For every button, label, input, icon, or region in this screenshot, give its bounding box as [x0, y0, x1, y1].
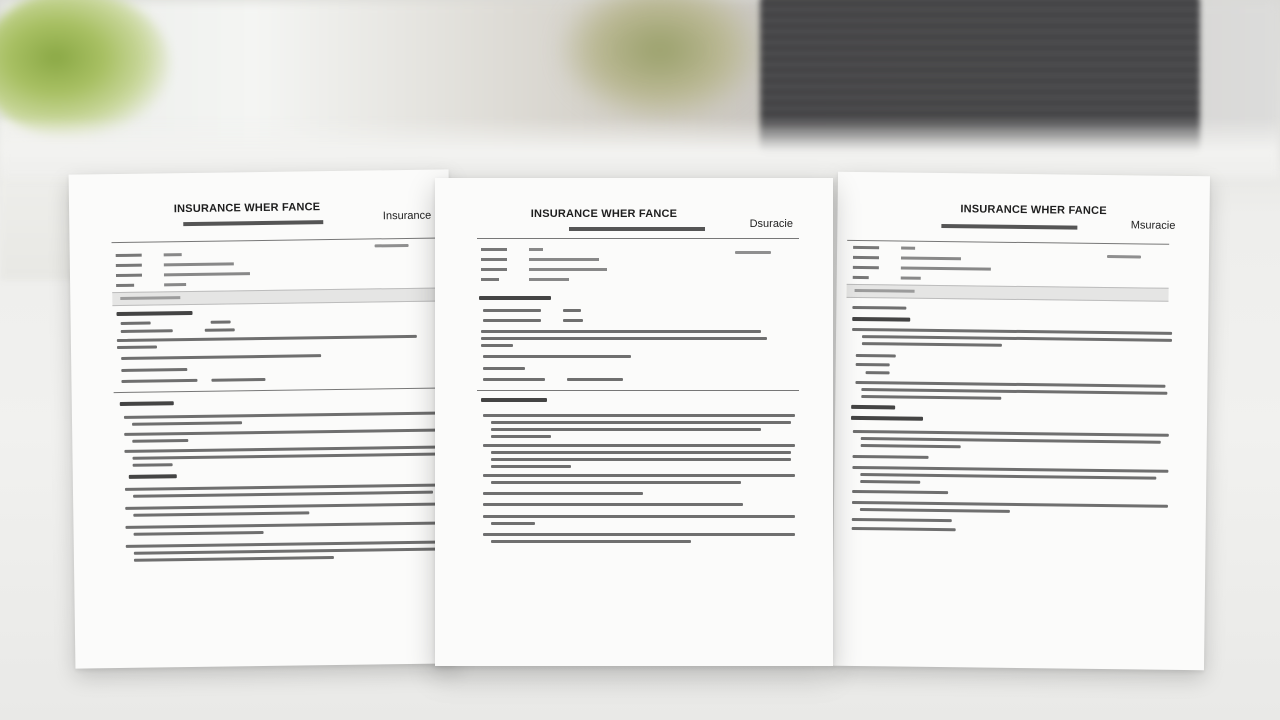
- text-line: [483, 492, 643, 495]
- document-title: INSURANCE WHER FANCE: [530, 208, 678, 220]
- text-line: [121, 329, 173, 333]
- text-line: [852, 306, 906, 310]
- text-line: [132, 439, 188, 443]
- document-title: INSURANCE WHER FANCE: [960, 203, 1107, 218]
- text-line: [134, 531, 264, 536]
- section-heading: [481, 398, 547, 402]
- text-line: [861, 444, 961, 448]
- text-line: [483, 515, 795, 518]
- meta-row: [853, 244, 1043, 254]
- text-line: [491, 522, 535, 525]
- text-line: [563, 319, 583, 322]
- text-line: [125, 483, 445, 490]
- text-line: [483, 474, 795, 477]
- text-line: [211, 320, 231, 323]
- divider: [112, 237, 450, 243]
- text-line: [491, 458, 791, 461]
- text-line: [860, 508, 1010, 513]
- section-heading: [116, 311, 192, 316]
- text-line: [483, 533, 795, 536]
- text-line: [132, 421, 242, 426]
- brand-text: Msuracie: [1130, 219, 1176, 232]
- meta-row: [853, 264, 1043, 274]
- text-line: [852, 466, 1168, 473]
- text-line: [563, 309, 581, 312]
- section-band: [112, 287, 450, 306]
- text-line: [483, 367, 525, 370]
- text-line: [481, 337, 767, 340]
- divider: [114, 387, 452, 393]
- text-line: [481, 344, 513, 347]
- text-line: [211, 378, 265, 382]
- section-heading: [852, 317, 910, 322]
- section-heading: [129, 474, 177, 479]
- text-line: [121, 322, 151, 325]
- text-line: [134, 547, 444, 554]
- text-line: [491, 421, 791, 424]
- text-line: [852, 518, 952, 522]
- text-line: [852, 501, 1168, 508]
- divider: [477, 238, 799, 239]
- text-line: [852, 328, 1172, 335]
- text-line: [483, 309, 541, 312]
- text-line: [853, 455, 929, 459]
- text-line: [862, 342, 1002, 347]
- brand-text: Insurance: [382, 209, 432, 223]
- meta-row: [481, 266, 671, 274]
- text-line: [134, 556, 334, 562]
- meta-row: [116, 279, 306, 290]
- text-line: [121, 368, 187, 372]
- section-heading: [479, 296, 551, 300]
- text-line: [133, 511, 309, 516]
- text-line: [133, 463, 173, 467]
- meta-row: [116, 249, 306, 260]
- text-line: [483, 414, 795, 417]
- meta-row: [853, 274, 1043, 284]
- meta-row: [481, 246, 671, 254]
- section-heading: [851, 405, 895, 410]
- text-line: [491, 481, 741, 484]
- section-band: [846, 284, 1168, 302]
- meta-row: [116, 269, 306, 280]
- text-line: [205, 328, 235, 331]
- text-line: [124, 445, 444, 452]
- text-line: [866, 371, 890, 374]
- text-line: [861, 395, 1001, 400]
- text-line: [491, 451, 791, 454]
- text-line: [125, 502, 445, 509]
- meta-row: [853, 254, 1043, 264]
- text-line: [483, 319, 541, 322]
- text-line: [483, 355, 631, 358]
- text-line: [117, 345, 157, 349]
- text-line: [126, 540, 446, 547]
- document-title: INSURANCE WHER FANCE: [173, 201, 321, 216]
- text-line: [124, 411, 444, 418]
- text-line: [852, 490, 948, 494]
- text-line: [125, 521, 445, 528]
- text-line: [121, 354, 321, 360]
- text-line: [853, 430, 1169, 437]
- reference-number: [1107, 255, 1141, 258]
- text-line: [124, 428, 444, 435]
- divider: [477, 390, 799, 391]
- meta-row: [481, 276, 671, 284]
- document-right: [832, 172, 1210, 671]
- text-line: [483, 444, 795, 447]
- text-line: [856, 363, 890, 366]
- text-line: [491, 465, 571, 468]
- text-line: [117, 335, 417, 342]
- text-line: [861, 388, 1167, 395]
- text-line: [861, 437, 1161, 444]
- text-line: [491, 540, 691, 543]
- meta-row: [116, 259, 306, 270]
- text-line: [491, 435, 551, 438]
- text-line: [855, 381, 1165, 388]
- text-line: [491, 428, 761, 431]
- text-line: [483, 378, 545, 381]
- document-left: [69, 169, 456, 668]
- text-line: [852, 527, 956, 531]
- table-surface: [0, 118, 1280, 178]
- section-heading: [851, 416, 923, 421]
- text-line: [856, 354, 896, 357]
- text-line: [481, 330, 761, 333]
- text-line: [567, 378, 623, 381]
- text-line: [860, 473, 1156, 480]
- text-line: [862, 335, 1172, 342]
- meta-row: [481, 256, 671, 264]
- text-line: [133, 491, 433, 498]
- section-heading: [120, 401, 174, 406]
- text-line: [483, 503, 743, 506]
- document-center: [435, 178, 833, 666]
- text-line: [133, 452, 443, 459]
- brand-text: Dsuracie: [749, 218, 793, 230]
- text-line: [860, 480, 920, 484]
- reference-number: [375, 244, 409, 247]
- reference-number: [735, 251, 771, 254]
- text-line: [121, 379, 197, 383]
